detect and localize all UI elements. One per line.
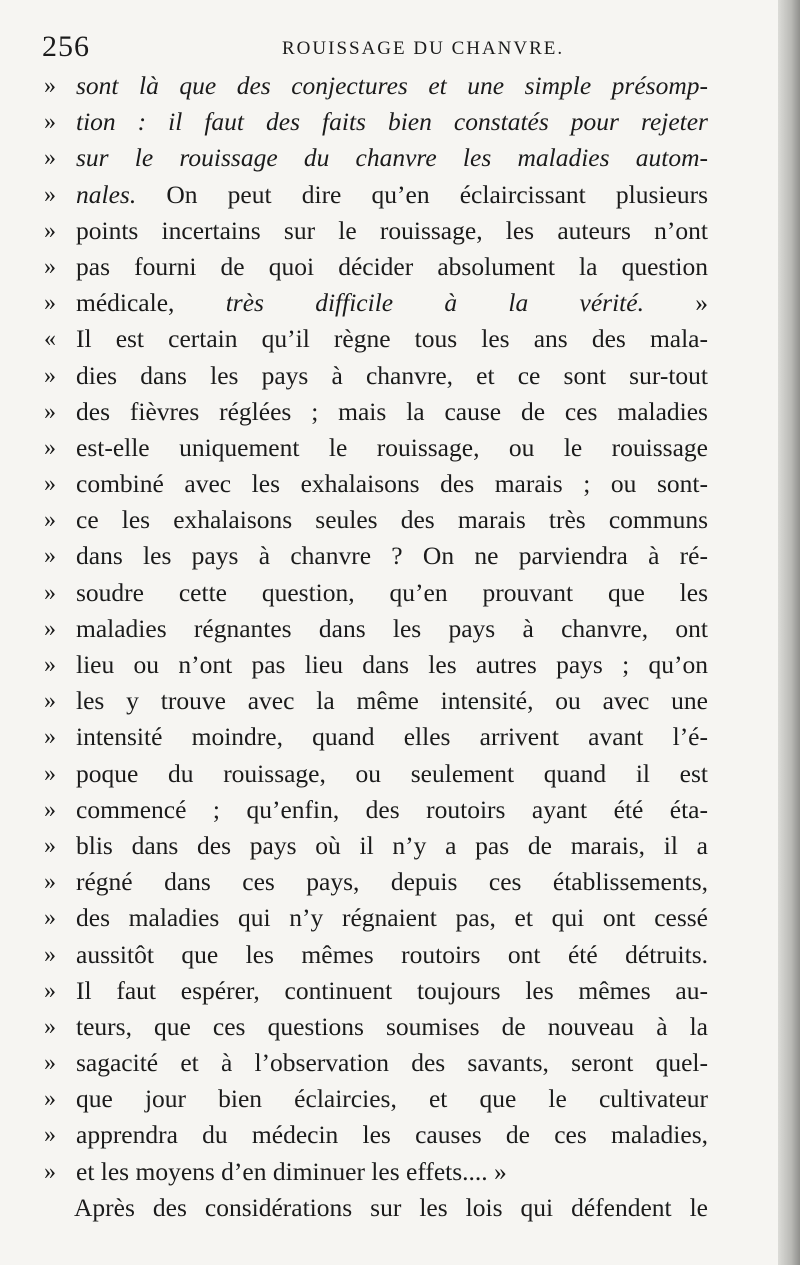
quote-mark: » xyxy=(44,760,56,787)
quote-mark: » xyxy=(44,471,56,498)
text-line xyxy=(44,104,708,140)
text-line xyxy=(44,1117,708,1153)
quote-mark: » xyxy=(44,1158,56,1185)
roman-text: ce les exhalaisons seules des marais très communs xyxy=(76,505,708,535)
line-text xyxy=(76,1117,708,1153)
line-text xyxy=(76,1081,708,1117)
line-text xyxy=(76,973,708,1009)
roman-text: Il est certain qu’il règne tous les ans des mala- xyxy=(76,324,708,354)
text-line xyxy=(44,358,708,394)
text-line xyxy=(44,1154,708,1190)
line-text xyxy=(76,140,708,176)
quote-mark: » xyxy=(44,579,56,606)
text-line xyxy=(44,1190,708,1226)
line-text xyxy=(76,466,708,502)
quote-mark: » xyxy=(44,615,56,642)
text-line xyxy=(44,611,708,647)
text-line xyxy=(44,466,708,502)
quote-mark: » xyxy=(44,905,56,932)
line-text xyxy=(76,430,708,466)
text-line xyxy=(44,321,708,357)
roman-text: » xyxy=(643,288,708,318)
quote-mark: » xyxy=(44,724,56,751)
line-text xyxy=(76,104,708,140)
roman-text: teurs, que ces questions soumises de nouveau à la xyxy=(76,1011,708,1041)
quote-mark: » xyxy=(44,1050,56,1077)
text-line xyxy=(44,756,708,792)
roman-text: On peut dire qu’en éclaircissant plusieurs xyxy=(136,179,708,209)
quote-mark: » xyxy=(44,832,56,859)
text-line xyxy=(44,1045,708,1081)
line-text xyxy=(76,683,708,719)
roman-text: sagacité et à l’observation des savants, seront quel- xyxy=(76,1048,708,1078)
line-text xyxy=(76,358,708,394)
text-line xyxy=(44,140,708,176)
roman-text: dans les pays à chanvre ? On ne parviendra à ré- xyxy=(76,541,708,571)
quote-mark: » xyxy=(44,869,56,896)
roman-text: commencé ; qu’enfin, des routoirs ayant été éta- xyxy=(76,794,708,824)
text-line xyxy=(44,502,708,538)
quote-mark: » xyxy=(44,543,56,570)
line-text xyxy=(76,828,708,864)
line-text xyxy=(76,1045,708,1081)
line-text xyxy=(76,1154,708,1190)
roman-text: est-elle uniquement le rouissage, ou le rouissage xyxy=(76,432,708,462)
italic-text: tion : il faut des faits bien constatés pour rejeter xyxy=(76,107,708,137)
text-line xyxy=(44,864,708,900)
roman-text: combiné avec les exhalaisons des marais ; ou sont- xyxy=(76,469,708,499)
text-line xyxy=(44,177,708,213)
page-header xyxy=(42,30,732,64)
line-text xyxy=(76,538,708,574)
roman-text: apprendra du médecin les causes de ces maladies, xyxy=(76,1120,708,1150)
roman-text: dies dans les pays à chanvre, et ce sont sur-tout xyxy=(76,360,708,390)
italic-text: sur le rouissage du chanvre les maladies autom- xyxy=(76,143,708,173)
line-text xyxy=(76,647,708,683)
quote-mark: » xyxy=(44,507,56,534)
line-text xyxy=(76,68,708,104)
italic-text: très difficile à la vérité. xyxy=(225,288,644,318)
quote-mark: » xyxy=(44,217,56,244)
text-line xyxy=(44,1081,708,1117)
roman-text: points incertains sur le rouissage, les auteurs n’ont xyxy=(76,215,708,245)
quote-mark: » xyxy=(44,181,56,208)
quote-mark: » xyxy=(44,109,56,136)
quote-mark: » xyxy=(44,290,56,317)
line-text xyxy=(76,611,708,647)
roman-text: lieu ou n’ont pas lieu dans les autres pays ; qu’on xyxy=(76,650,708,679)
text-line xyxy=(44,900,708,936)
quote-mark: » xyxy=(44,941,56,968)
quote-mark: » xyxy=(44,652,56,678)
text-line xyxy=(44,285,708,321)
text-line xyxy=(44,1009,708,1045)
text-line xyxy=(44,937,708,973)
line-text xyxy=(76,249,708,285)
roman-text: Après des considérations sur les lois qui défendent le xyxy=(74,1192,708,1222)
text-line xyxy=(44,538,708,574)
text-line xyxy=(44,828,708,864)
text-line xyxy=(44,213,708,249)
roman-text: des fièvres réglées ; mais la cause de ces maladies xyxy=(76,396,708,426)
roman-text: les y trouve avec la même intensité, ou avec une xyxy=(76,686,708,716)
roman-text: Il faut espérer, continuent toujours les mêmes au- xyxy=(76,975,708,1005)
roman-text: aussitôt que les mêmes routoirs ont été détruits. xyxy=(76,939,708,969)
text-line xyxy=(44,394,708,430)
roman-text: intensité moindre, quand elles arrivent avant l’é- xyxy=(76,722,708,752)
quote-mark: » xyxy=(44,688,56,715)
line-text xyxy=(76,321,708,357)
page-number: 256 xyxy=(42,30,90,63)
text-line xyxy=(44,575,708,611)
line-text xyxy=(76,177,708,213)
quote-mark: » xyxy=(44,253,56,280)
line-text xyxy=(76,864,708,900)
text-line xyxy=(44,973,708,1009)
line-text xyxy=(76,719,708,755)
quote-mark: » xyxy=(44,1013,56,1040)
roman-text: que jour bien éclaircies, et que le cultivateur xyxy=(76,1084,708,1114)
roman-text: médicale, xyxy=(76,288,226,318)
roman-text: soudre cette question, qu’en prouvant que les xyxy=(76,577,708,607)
italic-text: nales. xyxy=(76,179,137,209)
text-line xyxy=(44,249,708,285)
roman-text: poque du rouissage, ou seulement quand il est xyxy=(76,758,708,788)
italic-text: sont là que des conjectures et une simple présomp- xyxy=(76,71,708,100)
quote-mark: » xyxy=(44,145,56,172)
line-text xyxy=(76,1009,708,1045)
body-text xyxy=(44,68,708,1226)
text-line xyxy=(44,719,708,755)
line-text xyxy=(76,394,708,430)
text-line xyxy=(44,430,708,466)
quote-mark: » xyxy=(44,796,56,823)
quote-mark: » xyxy=(44,434,56,461)
roman-text: des maladies qui n’y régnaient pas, et qui ont cessé xyxy=(76,903,708,933)
line-text xyxy=(76,937,708,973)
text-line xyxy=(44,683,708,719)
quote-mark: « xyxy=(44,326,56,353)
quote-mark: » xyxy=(44,73,56,99)
roman-text: régné dans ces pays, depuis ces établissements, xyxy=(76,867,708,897)
text-line xyxy=(44,647,708,683)
line-text xyxy=(76,575,708,611)
line-text xyxy=(76,213,708,249)
quote-mark: » xyxy=(44,398,56,425)
line-text xyxy=(76,792,708,828)
text-line xyxy=(44,792,708,828)
line-text xyxy=(76,756,708,792)
roman-text: et les moyens d’en diminuer les effets.... » xyxy=(76,1156,507,1186)
roman-text: pas fourni de quoi décider absolument la question xyxy=(76,251,708,281)
page-edge xyxy=(778,0,800,1265)
line-text xyxy=(76,285,708,321)
quote-mark: » xyxy=(44,1122,56,1149)
text-line xyxy=(44,68,708,104)
roman-text: maladies régnantes dans les pays à chanvre, ont xyxy=(76,613,708,643)
quote-mark: » xyxy=(44,1086,56,1113)
running-title: ROUISSAGE DU CHANVRE. xyxy=(282,38,565,59)
line-text xyxy=(76,900,708,936)
line-text xyxy=(76,502,708,538)
quote-mark: » xyxy=(44,362,56,389)
line-text xyxy=(74,1190,708,1226)
quote-mark: » xyxy=(44,977,56,1004)
roman-text: blis dans des pays où il n’y a pas de marais, il a xyxy=(76,830,708,860)
